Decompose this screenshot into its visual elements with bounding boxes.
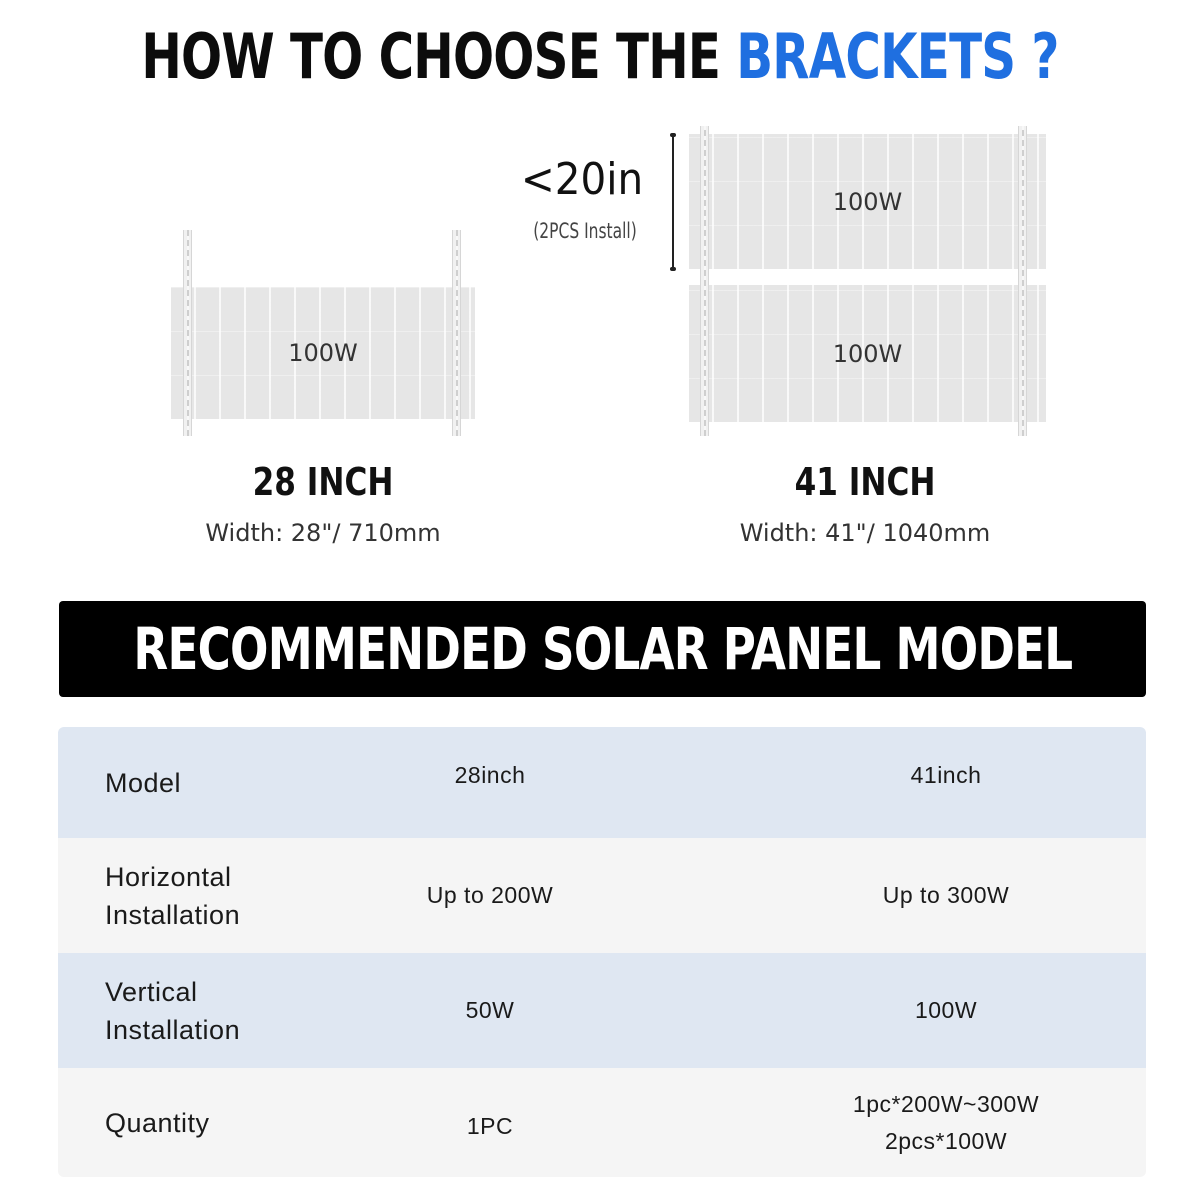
bracket-rail-icon xyxy=(1018,126,1027,436)
row-label xyxy=(58,858,358,934)
table-row xyxy=(58,838,1146,953)
dimension-value: <20in xyxy=(520,154,644,205)
cell-41inch xyxy=(622,1086,1146,1160)
cell-value: 50W xyxy=(465,997,515,1023)
cell-value: Up to 300W xyxy=(882,882,1010,908)
size-width: Width: 28"/ 710mm xyxy=(205,519,441,547)
cell-41inch xyxy=(622,992,1146,1029)
panel-wattage-label: 100W xyxy=(288,339,358,367)
cell-value: 41inch xyxy=(910,762,982,788)
row-label-line: Installation xyxy=(105,1014,241,1045)
cell-value: Up to 200W xyxy=(426,882,554,908)
section-banner xyxy=(59,601,1146,697)
cell-value: 28inch xyxy=(454,762,526,788)
row-label xyxy=(58,1104,358,1142)
cell-value: 1PC xyxy=(466,1113,514,1139)
solar-panel-image xyxy=(689,285,1046,422)
bracket-rail-icon xyxy=(700,126,709,436)
cell-28inch xyxy=(358,877,622,914)
row-label xyxy=(58,973,358,1049)
table-row xyxy=(58,727,1146,838)
cell-value: 2pcs*100W xyxy=(884,1127,1008,1154)
row-label-line: Installation xyxy=(105,899,241,930)
cell-28inch xyxy=(358,1108,622,1145)
cell-28inch xyxy=(358,992,622,1029)
row-label-line: Vertical xyxy=(105,976,198,1007)
recommendation-table xyxy=(58,727,1146,1177)
cell-41inch xyxy=(622,757,1146,794)
panel-wattage-label: 100W xyxy=(832,187,903,216)
cell-28inch xyxy=(358,757,622,794)
row-label xyxy=(58,764,358,802)
row-label-line: Horizontal xyxy=(105,861,232,892)
size-title: 41 INCH xyxy=(794,460,936,504)
cell-value: 100W xyxy=(914,997,978,1023)
panel-wattage-label: 100W xyxy=(832,339,903,368)
cell-41inch xyxy=(622,877,1146,914)
dimension-note: (2PCS Install) xyxy=(533,219,637,243)
title-accent: BRACKETS ? xyxy=(736,20,1059,93)
cell-value: 1pc*200W~300W xyxy=(852,1090,1040,1117)
dimension-arrow-icon xyxy=(672,133,674,271)
table-row xyxy=(58,1068,1146,1177)
size-width: Width: 41"/ 1040mm xyxy=(739,519,991,547)
row-label-line: Quantity xyxy=(105,1107,210,1138)
bracket-rail-icon xyxy=(452,230,461,436)
solar-panel-image xyxy=(171,287,475,419)
banner-title: RECOMMENDED SOLAR PANEL MODEL xyxy=(133,615,1072,683)
size-title: 28 INCH xyxy=(252,460,394,504)
bracket-rail-icon xyxy=(183,230,192,436)
table-row xyxy=(58,953,1146,1068)
page-title xyxy=(132,18,1068,96)
title-prefix: HOW TO CHOOSE THE xyxy=(141,20,721,93)
solar-panel-image xyxy=(689,134,1046,269)
row-label-line: Model xyxy=(105,767,182,798)
